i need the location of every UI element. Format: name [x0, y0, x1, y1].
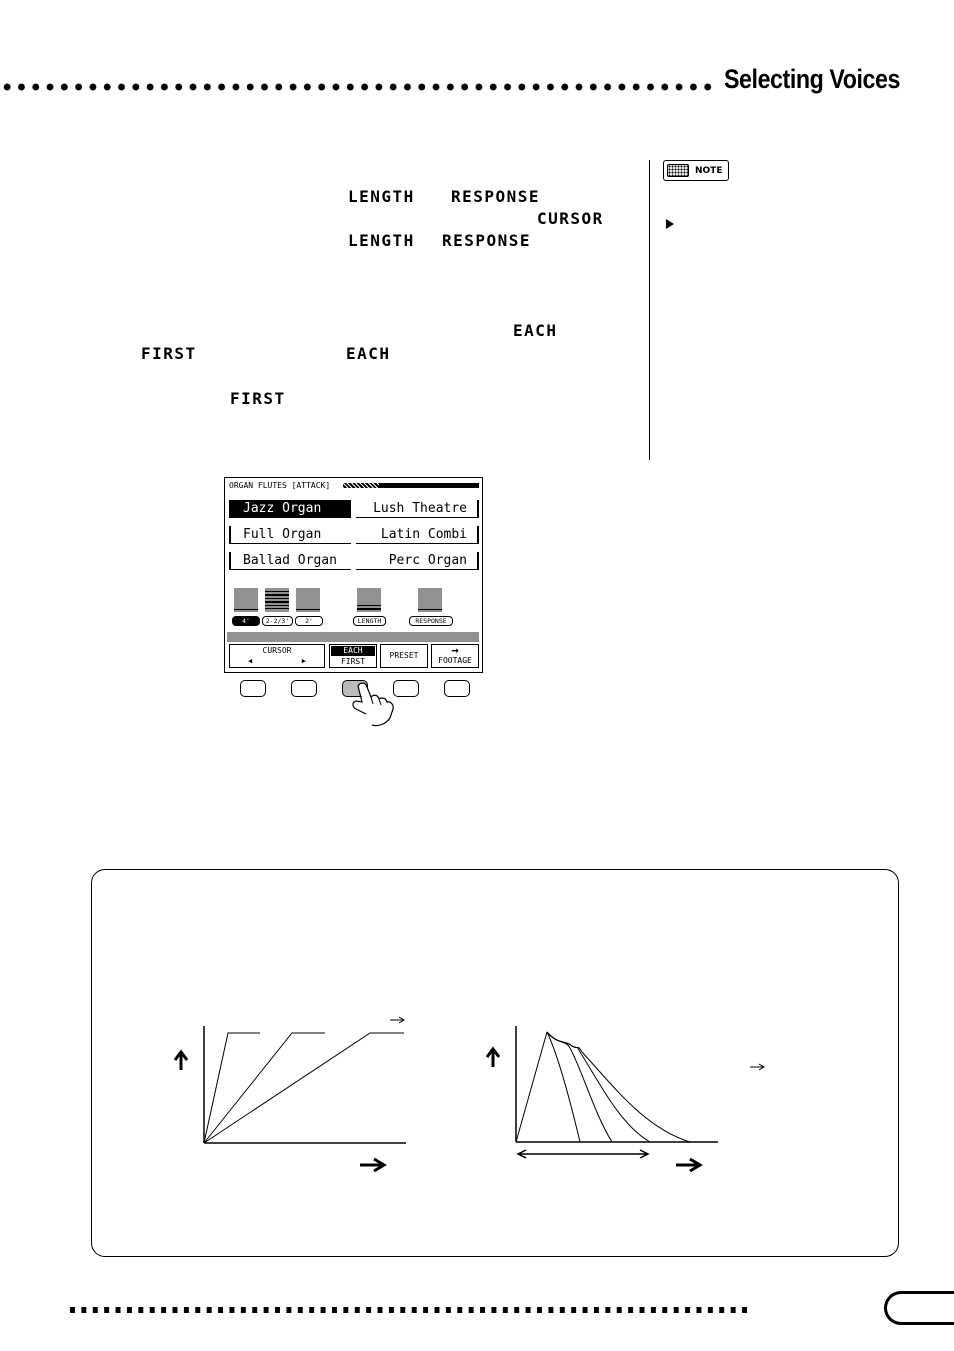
up-arrow-icon	[175, 1052, 187, 1070]
softkey-footage-label: FOOTAGE	[438, 656, 472, 665]
voice-label: Ballad Organ	[243, 553, 337, 568]
lcd-softkey-band	[227, 632, 479, 642]
keyword-first: FIRST	[141, 344, 197, 363]
pointer-triangle-icon	[666, 219, 674, 229]
bar-label-4: 4'	[232, 616, 260, 626]
softkey-cursor-label: CURSOR	[262, 646, 292, 655]
page-title: Selecting Voices	[724, 64, 900, 94]
length-bar-level	[357, 605, 381, 612]
attack-curve-medium	[204, 1033, 325, 1143]
footer-dash-rule	[70, 1306, 752, 1314]
keyword-each: EACH	[513, 321, 558, 340]
small-right-arrow-icon	[750, 1064, 764, 1070]
softkey-footage[interactable]	[431, 644, 479, 668]
softkey-cursor[interactable]	[229, 644, 325, 668]
softkey-first-label: FIRST	[340, 657, 366, 666]
keyword-response: RESPONSE	[442, 231, 532, 250]
hardware-button-2[interactable]	[291, 680, 317, 697]
decay-curve-long	[547, 1032, 650, 1142]
bar-label-2-2-3: 2-2/3'	[262, 616, 293, 626]
bar-label-length: LENGTH	[353, 616, 386, 626]
voice-underline	[356, 543, 477, 544]
keyword-first: FIRST	[230, 389, 286, 408]
small-right-arrow-icon	[390, 1017, 404, 1023]
response-bar-level	[418, 609, 442, 612]
voice-perc-organ[interactable]	[356, 552, 479, 570]
cursor-left-icon: ◀	[248, 657, 253, 665]
pressing-hand-icon	[348, 680, 424, 728]
keyword-each: EACH	[346, 344, 391, 363]
decay-curve-longest	[547, 1032, 690, 1142]
softkey-preset[interactable]	[380, 644, 428, 668]
note-label: NOTE	[695, 165, 723, 176]
decay-curve-short	[547, 1032, 580, 1142]
softkey-preset-label: PRESET	[389, 651, 419, 660]
keyword-length: LENGTH	[348, 187, 415, 206]
voice-underline	[356, 517, 477, 518]
voice-full-organ[interactable]	[229, 526, 351, 544]
attack-curve-fast	[204, 1033, 260, 1143]
lcd-display	[224, 477, 483, 673]
attack-curve-slow	[204, 1033, 404, 1143]
bar-label-2: 2'	[295, 616, 323, 626]
voice-label: Perc Organ	[388, 553, 467, 568]
voice-underline	[231, 543, 351, 544]
voice-latin-combi[interactable]	[356, 526, 479, 544]
cursor-right-icon: ▶	[301, 657, 306, 665]
softkey-each-first[interactable]	[329, 644, 377, 668]
voice-underline	[231, 569, 351, 570]
right-arrow-icon	[360, 1159, 384, 1171]
up-arrow-icon	[487, 1049, 499, 1067]
right-arrow-icon: →	[451, 643, 459, 657]
lcd-title-hatch	[343, 483, 379, 488]
lcd-title: ORGAN FLUTES [ATTACK]	[229, 481, 331, 490]
right-arrow-icon	[676, 1159, 700, 1171]
footage-bar-level	[234, 609, 258, 612]
hardware-button-1[interactable]	[240, 680, 266, 697]
voice-label: Lush Theatre	[373, 501, 467, 516]
header-dot-rule	[0, 80, 716, 94]
voice-label: Full Organ	[243, 527, 322, 542]
keyword-cursor: CURSOR	[537, 209, 604, 228]
keyword-length: LENGTH	[348, 231, 415, 250]
keyword-response: RESPONSE	[451, 187, 541, 206]
sidebar-divider	[649, 160, 650, 460]
attack-graph	[160, 1010, 430, 1175]
voice-label: Latin Combi	[380, 527, 467, 542]
note-badge	[663, 160, 729, 181]
footage-bar-level	[296, 609, 320, 612]
voice-ballad-organ[interactable]	[229, 552, 351, 570]
keyboard-icon	[667, 164, 689, 177]
double-arrow-icon	[518, 1150, 648, 1158]
voice-lush-theatre[interactable]	[356, 500, 479, 518]
softkey-each-label: EACH	[331, 646, 375, 656]
bar-label-response: RESPONSE	[409, 616, 453, 626]
decay-attack-rise	[516, 1032, 547, 1142]
voice-label: Jazz Organ	[243, 501, 322, 516]
footage-bar-level	[265, 591, 289, 611]
voice-jazz-organ[interactable]	[229, 500, 351, 518]
hardware-button-5[interactable]	[444, 680, 470, 697]
voice-underline	[356, 569, 477, 570]
decay-graph	[480, 1010, 780, 1175]
page-number-tab	[884, 1291, 954, 1325]
